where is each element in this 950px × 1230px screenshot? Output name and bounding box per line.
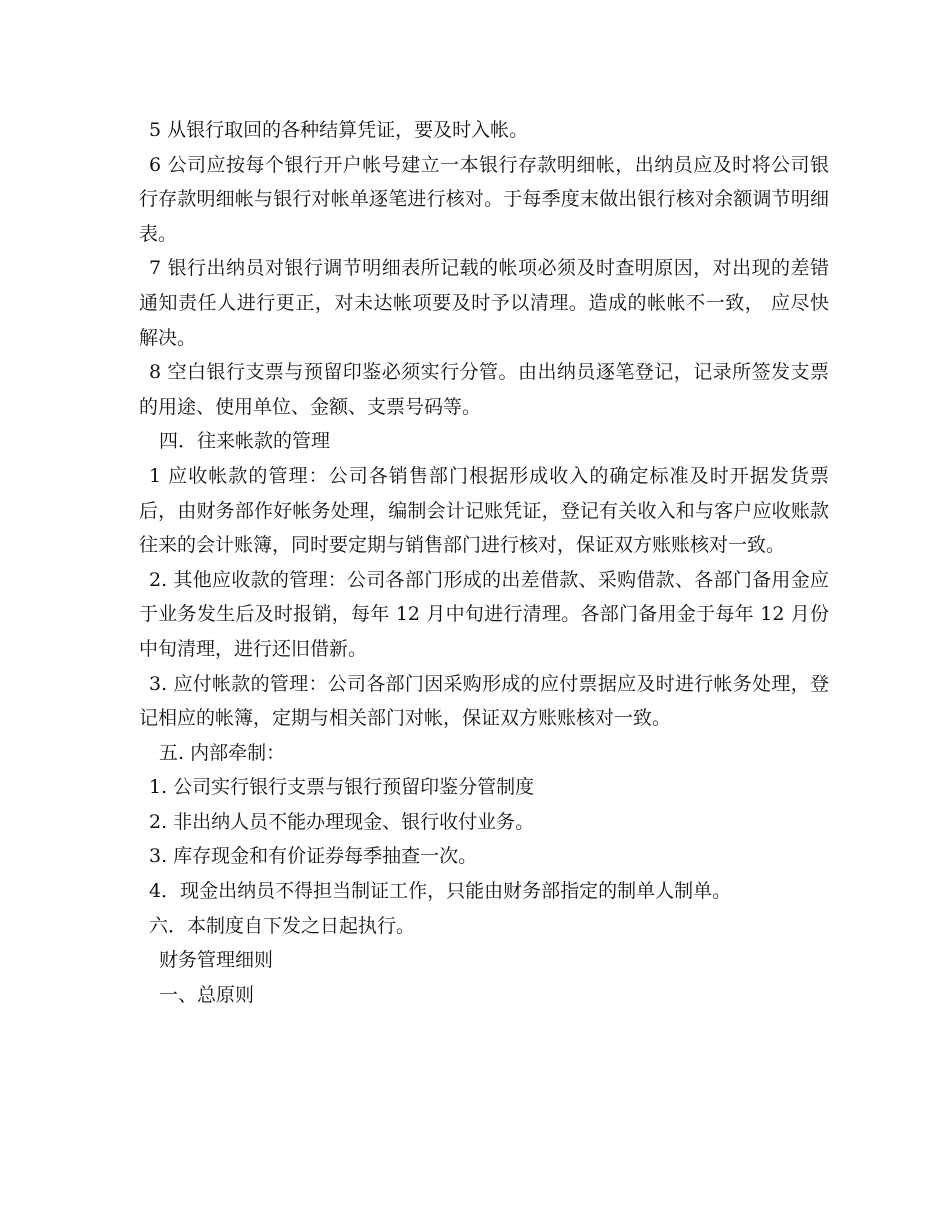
paragraph-effective-date: 六．本制度自下发之日起执行。 (149, 914, 416, 937)
paragraph-control-4: 4．现金出纳员不得担当制证工作，只能由财务部指定的制单人制单。 (149, 880, 732, 903)
paragraph-receivables-3: 3. 应付帐款的管理：公司各部门因采购形成的应付票据应及时进行帐务处理，登记相应的帐簿，定期与相关部门对帐，保证双方账账核对一致。 (139, 672, 829, 730)
section-heading-general-principles: 一、总原则 (159, 983, 255, 1006)
section-heading-receivables: 四．往来帐款的管理 (159, 430, 331, 453)
paragraph-item-5: 5 从银行取回的各种结算凭证，要及时入帐。 (149, 119, 529, 141)
paragraph-control-2: 2. 非出纳人员不能办理现金、银行收付业务。 (149, 810, 535, 833)
paragraph-receivables-2: 2. 其他应收款的管理：公司各部门形成的出差借款、采购借款、各部门备用金应于业务发生后及时报销，每年 12 月中旬进行清理。各部门备用金于每年 12 月份中旬清理，进行还旧借新。 (139, 568, 829, 660)
section-heading-financial-rules: 财务管理细则 (159, 949, 274, 972)
section-heading-internal-control: 五. 内部牵制： (159, 741, 286, 764)
paragraph-receivables-1: 1 应收帐款的管理：公司各销售部门根据形成收入的确定标准及时开据发货票后，由财务部作好帐务处理，编制会计记账凭证，登记有关收入和与客户应收账款往来的会计账簿，同时要定期与销售部门进行核对，保证双方账账核对一致。 (139, 464, 829, 557)
document-body (139, 113, 829, 1012)
paragraph-control-3: 3. 库存现金和有价证券每季抽查一次。 (149, 845, 478, 868)
paragraph-item-7: 7 银行出纳员对银行调节明细表所记载的帐项必须及时查明原因，对出现的差错通知责任人进行更正，对未达帐项要及时予以清理。造成的帐帐不一致， 应尽快解决。 (139, 257, 829, 349)
paragraph-item-6: 6 公司应按每个银行开户帐号建立一本银行存款明细帐，出纳员应及时将公司银行存款明细帐与银行对帐单逐笔进行核对。于每季度末做出银行核对余额调节明细表。 (139, 153, 829, 245)
paragraph-item-8: 8 空白银行支票与预留印鉴必须实行分管。由出纳员逐笔登记，记录所签发支票的用途、使用单位、金额、支票号码等。 (139, 361, 829, 418)
paragraph-control-1: 1. 公司实行银行支票与银行预留印鉴分管制度 (149, 776, 535, 799)
